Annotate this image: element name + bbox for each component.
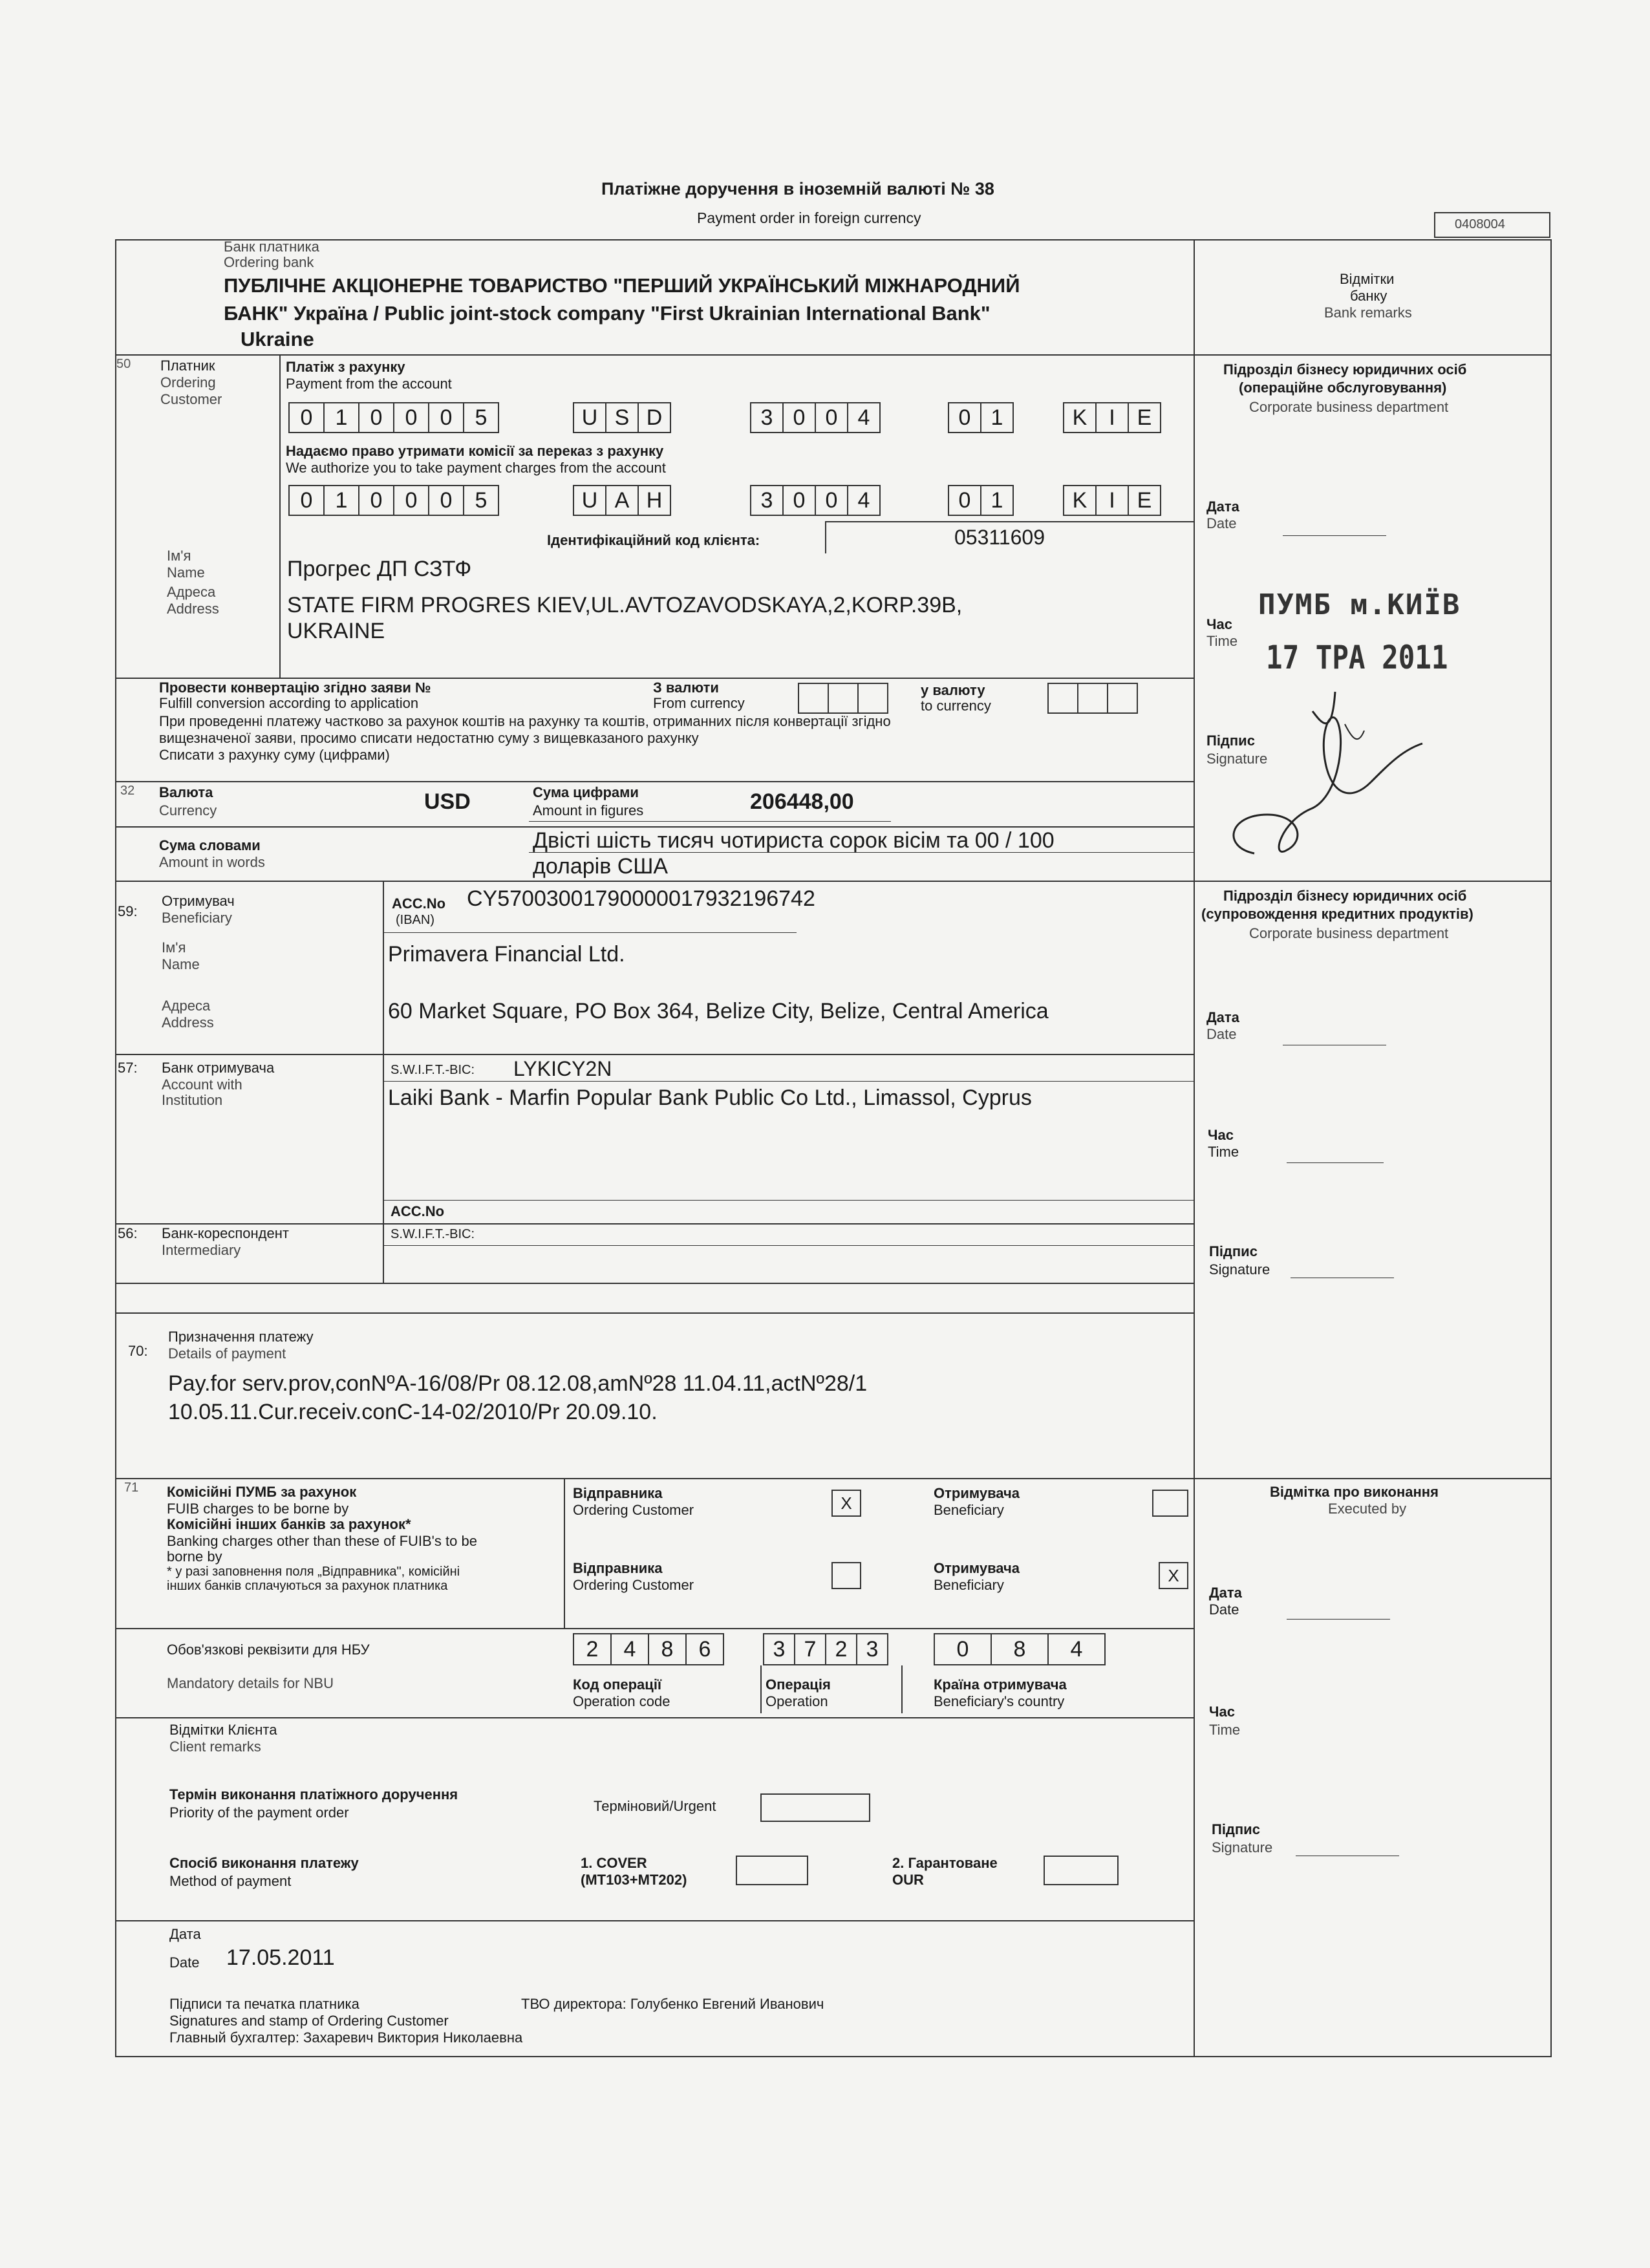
account1-currency — [573, 402, 671, 433]
client-id-divider — [825, 521, 826, 553]
form-code: 0408004 — [1455, 217, 1505, 231]
our-label-2: OUR — [892, 1872, 924, 1888]
op-code-digit: 8 — [649, 1634, 687, 1664]
intermediary-underline — [383, 1245, 1194, 1246]
op-code-en: Operation code — [573, 1693, 670, 1709]
client-remarks-ua: Відмітки Клієнта — [169, 1722, 277, 1738]
account1-char: U — [574, 403, 606, 432]
account2-digit: 0 — [816, 486, 848, 515]
dept1-date-line — [1283, 535, 1386, 536]
account1-digit: 1 — [325, 403, 359, 432]
other-sender-ua: Відправника — [573, 1560, 663, 1576]
account2-branch — [1063, 485, 1161, 516]
account2-digit: 0 — [394, 486, 429, 515]
other-charges-ua: Комісійні інших банків за рахунок* — [167, 1516, 411, 1532]
line-after-bank — [115, 354, 1552, 356]
account1-digit: 0 — [290, 403, 325, 432]
cover-checkbox[interactable] — [736, 1856, 808, 1885]
our-label-1: 2. Гарантоване — [892, 1855, 998, 1871]
conversion-note-2: вищезначеної заяви, просимо списати недостатню суму з вищевказаного рахунку — [159, 730, 699, 746]
country-cells — [934, 1633, 1106, 1665]
account1-group-3 — [948, 402, 1014, 433]
authorize-ua: Надаємо право утримати комісії за переказ з рахунку — [286, 443, 664, 459]
from-currency-cell[interactable] — [799, 684, 829, 712]
dept2-time-line — [1287, 1162, 1384, 1163]
nbu-divider-2 — [901, 1665, 903, 1713]
signoff-date-en: Date — [169, 1954, 200, 1971]
dept2-date-ua: Дата — [1206, 1009, 1239, 1025]
customer-address-1: STATE FIRM PROGRES KIEV,UL.AVTOZAVODSKAYA,2,KORP.39B, — [287, 593, 963, 617]
signatures-en: Signatures and stamp of Ordering Customer — [169, 2013, 449, 2029]
priority-ua: Термін виконання платіжного доручення — [169, 1786, 458, 1803]
to-currency-ua: у валюту — [921, 682, 985, 698]
currency-value: USD — [424, 789, 471, 814]
line-before-signoff — [115, 1920, 1194, 1921]
line-after-beneficiary — [115, 1054, 1194, 1055]
exec-time-ua: Час — [1209, 1704, 1235, 1720]
account1-digit: 0 — [359, 403, 394, 432]
fuib-charges-en: FUIB charges to be borne by — [167, 1501, 349, 1517]
account1-char: I — [1097, 403, 1129, 432]
bank-remarks-ua1: Відмітки — [1340, 271, 1395, 287]
ordering-bank-label-ua: Банк платника — [224, 239, 319, 255]
account1-digit: 5 — [475, 405, 488, 430]
dept1-time-en: Time — [1206, 633, 1238, 649]
cover-label-1: 1. COVER — [581, 1855, 647, 1871]
details-line-1: Pay.for serv.prov,conNºA-16/08/Pr 08.12.08,amNº28 11.04.11,actNº28/1 — [168, 1371, 868, 1396]
exec-sign-ua: Підпис — [1212, 1821, 1260, 1837]
other-sender-checkbox[interactable] — [831, 1562, 861, 1589]
details-label-en: Details of payment — [168, 1345, 286, 1362]
beneficiary-label-en: Beneficiary — [162, 910, 232, 926]
account1-digit: 0 — [429, 403, 464, 432]
fuib-sender-checkbox[interactable]: X — [831, 1490, 861, 1517]
frame-right — [1550, 239, 1552, 2057]
conversion-note-3: Списати з рахунку суму (цифрами) — [159, 747, 390, 763]
ordering-bank-name-2: БАНК" Україна / Public joint-stock company "First Ukrainian International Bank" — [224, 302, 991, 325]
bank-remarks-en: Bank remarks — [1324, 305, 1412, 321]
field-59-number: 59: — [118, 903, 138, 919]
fuib-receiver-en: Beneficiary — [934, 1502, 1004, 1518]
dept1-date-en: Date — [1206, 515, 1237, 531]
address-label-en: Address — [167, 601, 219, 617]
figures-value: 206448,00 — [750, 789, 854, 814]
account2-char: K — [1064, 486, 1097, 515]
charges-note-1: * у разі заповнення поля „Відправника", комісійні — [167, 1565, 460, 1579]
dept2-ua1: Підрозділ бізнесу юридичних осіб — [1223, 888, 1467, 904]
bene-bank-label-en2: Institution — [162, 1092, 223, 1108]
dept1-ua2: (операційне обслуговування) — [1239, 380, 1447, 396]
operation-en: Operation — [766, 1693, 828, 1709]
bene-bank-swift-label: S.W.I.F.T.-BIC: — [391, 1063, 475, 1077]
director-name: ТВО директора: Голубенко Евгений Иванович — [521, 1996, 824, 2012]
bank-stamp-line1: ПУМБ м.КИЇВ — [1258, 588, 1461, 621]
account1-group-1 — [288, 402, 499, 433]
payment-from-ua: Платіж з рахунку — [286, 359, 405, 375]
op-code-digit: 4 — [612, 1634, 649, 1664]
account2-digit: 0 — [429, 486, 464, 515]
exec-time-en: Time — [1209, 1722, 1241, 1738]
account2-digit: 0 — [290, 486, 325, 515]
customer-name: Прогрес ДП СЗТФ — [287, 557, 472, 581]
account2-digit: 0 — [359, 486, 394, 515]
dept2-date-en: Date — [1206, 1026, 1237, 1042]
account1-char: S — [606, 403, 639, 432]
method-en: Method of payment — [169, 1873, 292, 1889]
urgent-checkbox[interactable] — [760, 1793, 870, 1822]
other-receiver-checkbox[interactable]: X — [1159, 1562, 1188, 1589]
dept2-sign-ua: Підпис — [1209, 1243, 1258, 1259]
from-currency-cells[interactable] — [798, 683, 888, 714]
method-ua: Спосіб виконання платежу — [169, 1855, 359, 1871]
to-currency-cell[interactable] — [1078, 684, 1108, 712]
account1-digit: 3 — [751, 403, 784, 432]
account1-char: D — [646, 405, 663, 430]
account2-char: E — [1137, 487, 1152, 513]
intermediary-label-ua: Банк-кореспондент — [162, 1225, 289, 1241]
authorize-en: We authorize you to take payment charges from the account — [286, 460, 666, 476]
ordering-bank-name-3: Ukraine — [241, 328, 314, 350]
acc-no-label: ACC.No — [392, 895, 446, 912]
op-code-ua: Код операції — [573, 1676, 662, 1693]
charges-note-2: інших банків сплачуються за рахунок платника — [167, 1579, 448, 1593]
other-receiver-ua: Отримувача — [934, 1560, 1020, 1576]
beneficiary-label-ua: Отримувач — [162, 893, 235, 909]
payment-from-en: Payment from the account — [286, 376, 452, 392]
conversion-note-1: При проведенні платежу частково за рахунок коштів на рахунку та коштів, отриманних після конвертації згідно — [159, 713, 891, 729]
other-sender-en: Ordering Customer — [573, 1577, 694, 1593]
dept2-time-en: Time — [1208, 1144, 1239, 1160]
fuib-sender-en: Ordering Customer — [573, 1502, 694, 1518]
line-after-charges — [115, 1628, 1194, 1629]
line-after-customer — [115, 678, 1194, 679]
bene-bank-swift: LYKICY2N — [513, 1057, 612, 1080]
dept2-en: Corporate business department — [1249, 925, 1449, 941]
dept1-time-ua: Час — [1206, 616, 1232, 632]
account2-char: A — [606, 486, 639, 515]
line-after-intermediary — [115, 1283, 1194, 1284]
form-title: Платіжне доручення в іноземній валюті № 38 — [601, 179, 994, 198]
bene-bank-acc-label: ACC.No — [391, 1203, 445, 1219]
account1-char: K — [1064, 403, 1097, 432]
fuib-sender-ua: Відправника — [573, 1485, 663, 1501]
form-subtitle: Payment order in foreign currency — [697, 209, 921, 226]
fuib-charges-ua: Комісійні ПУМБ за рахунок — [167, 1484, 357, 1500]
from-currency-cell[interactable] — [859, 684, 887, 712]
account1-digit: 1 — [991, 405, 1003, 430]
dept1-en: Corporate business department — [1249, 399, 1449, 415]
exec-date-en: Date — [1209, 1601, 1239, 1618]
other-charges-en2: borne by — [167, 1548, 222, 1565]
account2-digit: 1 — [991, 487, 1003, 513]
signatures-ua: Підписи та печатка платника — [169, 1996, 359, 2012]
country-digit: 4 — [1070, 1636, 1083, 1662]
account2-char: I — [1097, 486, 1129, 515]
frame-top — [115, 239, 1552, 241]
customer-label-en2: Customer — [160, 391, 222, 407]
operation-digit: 7 — [795, 1634, 826, 1664]
line-after-conversion — [115, 781, 1194, 782]
account1-branch — [1063, 402, 1161, 433]
exec-date-line — [1287, 1619, 1390, 1620]
beneficiary-account: CY57003001790000017932196742 — [467, 886, 815, 911]
other-receiver-en: Beneficiary — [934, 1577, 1004, 1593]
client-id-label: Ідентифікаційний код клієнта: — [547, 532, 760, 548]
figures-underline — [529, 821, 891, 822]
bene-name-label-en: Name — [162, 956, 200, 972]
nbu-label-ua: Обов'язкові реквізити для НБУ — [167, 1642, 370, 1658]
line-after-nbu — [115, 1717, 1194, 1718]
cover-label-2: (MT103+MT202) — [581, 1872, 687, 1888]
accountant-name: Главный бухгалтер: Захаревич Виктория Николаевна — [169, 2029, 523, 2046]
customer-label-en1: Ordering — [160, 374, 216, 390]
line-after-details — [115, 1478, 1552, 1479]
frame-bottom — [115, 2056, 1552, 2057]
operation-digit: 2 — [826, 1634, 857, 1664]
account2-group-3 — [948, 485, 1014, 516]
op-code-cells — [573, 1633, 724, 1665]
line-after-bene-bank — [115, 1223, 1194, 1225]
iban-underline — [383, 932, 797, 933]
beneficiary-address: 60 Market Square, PO Box 364, Belize City, Belize, Central America — [388, 999, 1049, 1023]
bene-address-label-ua: Адреса — [162, 998, 211, 1014]
account2-currency — [573, 485, 671, 516]
figures-label-ua: Сума цифрами — [533, 784, 639, 800]
account1-group-2 — [750, 402, 881, 433]
words-label-en: Amount in words — [159, 854, 265, 870]
details-label-ua: Призначення платежу — [168, 1329, 314, 1345]
signoff-date-ua: Дата — [169, 1926, 201, 1942]
field-50-number: 50 — [116, 357, 131, 371]
operation-ua: Операція — [766, 1676, 831, 1693]
account1-digit: 4 — [857, 405, 870, 430]
country-digit: 0 — [935, 1634, 992, 1664]
divider-customer — [279, 354, 281, 678]
account2-digit: 0 — [949, 486, 981, 515]
field-70-number: 70: — [128, 1343, 148, 1359]
details-line-2: 10.05.11.Cur.receiv.conC-14-02/2010/Pr 20.09.10. — [168, 1400, 658, 1424]
swift-underline — [383, 1081, 1194, 1082]
op-code-digit: 2 — [574, 1634, 612, 1664]
our-checkbox[interactable] — [1044, 1856, 1119, 1885]
right-column-divider — [1194, 239, 1195, 2057]
bene-bank-name: Laiki Bank - Marfin Popular Bank Public Co Ltd., Limassol, Cyprus — [388, 1086, 1032, 1110]
exec-date-ua: Дата — [1209, 1585, 1242, 1601]
signature-scribble — [1209, 685, 1429, 873]
name-label-ua: Ім'я — [167, 548, 191, 564]
bene-name-label-ua: Ім'я — [162, 939, 186, 956]
field-32-number: 32 — [120, 784, 135, 798]
signoff-date-value: 17.05.2011 — [226, 1945, 335, 1970]
words-value-2: доларів США — [533, 854, 669, 879]
client-id-value: 05311609 — [954, 526, 1045, 549]
currency-label-en: Currency — [159, 802, 217, 818]
dept1-date-ua: Дата — [1206, 498, 1239, 515]
dept1-sign-ua: Підпис — [1206, 733, 1255, 749]
conversion-label-ua: Провести конвертацію згідно заяви № — [159, 679, 431, 696]
divider-charges — [564, 1478, 565, 1628]
account1-char: E — [1137, 405, 1152, 430]
operation-digit: 3 — [866, 1636, 879, 1662]
other-charges-en1: Banking charges other than these of FUIB's to be — [167, 1533, 477, 1549]
priority-en: Priority of the payment order — [169, 1804, 349, 1821]
account2-digit: 4 — [857, 487, 870, 513]
customer-address-2: UKRAINE — [287, 619, 385, 643]
dept2-sign-en: Signature — [1209, 1261, 1270, 1278]
client-id-topline — [825, 521, 1194, 522]
client-remarks-en: Client remarks — [169, 1738, 261, 1755]
account1-digit: 0 — [816, 403, 848, 432]
line-after-words — [115, 881, 1552, 882]
execution-title-ua: Відмітка про виконання — [1270, 1484, 1439, 1500]
line-after-currency — [115, 826, 1194, 828]
address-label-ua: Адреса — [167, 584, 216, 600]
from-currency-en: From currency — [653, 695, 745, 711]
bene-address-label-en: Address — [162, 1014, 214, 1031]
acc-no-topline — [383, 1200, 1194, 1201]
to-currency-cell[interactable] — [1049, 684, 1078, 712]
to-currency-en: to currency — [921, 698, 991, 714]
operation-cells — [763, 1633, 888, 1665]
bank-remarks-ua2: банку — [1350, 288, 1388, 304]
nbu-divider-1 — [760, 1665, 762, 1713]
account2-digit: 5 — [475, 487, 488, 513]
figures-label-en: Amount in figures — [533, 802, 644, 818]
bene-bank-label-en1: Account with — [162, 1076, 242, 1093]
to-currency-cells[interactable] — [1047, 683, 1138, 714]
line-before-details — [115, 1312, 1194, 1314]
account2-group-2 — [750, 485, 881, 516]
account2-char: H — [646, 487, 663, 513]
urgent-label: Терміновий/Urgent — [594, 1798, 716, 1814]
beneficiary-name: Primavera Financial Ltd. — [388, 942, 625, 967]
op-code-digit: 6 — [698, 1636, 711, 1662]
ordering-bank-label-en: Ordering bank — [224, 254, 314, 270]
conversion-label-en: Fulfill conversion according to application — [159, 695, 419, 711]
account1-digit: 0 — [394, 403, 429, 432]
nbu-label-en: Mandatory details for NBU — [167, 1675, 334, 1691]
account1-digit: 0 — [784, 403, 816, 432]
intermediary-label-en: Intermediary — [162, 1242, 241, 1258]
customer-label-ua: Платник — [160, 358, 215, 374]
account2-group-1 — [288, 485, 499, 516]
account2-digit: 1 — [325, 486, 359, 515]
account1-digit: 0 — [949, 403, 981, 432]
name-label-en: Name — [167, 564, 205, 581]
from-currency-ua: З валюти — [653, 679, 719, 696]
words-value-1: Двісті шість тисяч чотириста сорок вісім та 00 / 100 — [533, 828, 1055, 853]
field-56-number: 56: — [118, 1225, 138, 1241]
from-currency-cell[interactable] — [829, 684, 859, 712]
words-midline — [529, 852, 1194, 853]
frame-left — [115, 239, 116, 2057]
execution-title-en: Executed by — [1328, 1501, 1407, 1517]
field-71-number: 71 — [124, 1481, 139, 1495]
dept1-sign-en: Signature — [1206, 751, 1268, 767]
words-label-ua: Сума словами — [159, 837, 261, 853]
exec-sign-en: Signature — [1212, 1839, 1273, 1856]
bank-stamp-date: 17 ТРА 2011 — [1266, 639, 1448, 676]
field-57-number: 57: — [118, 1060, 138, 1076]
form-code-box — [1434, 212, 1550, 238]
account2-digit: 0 — [784, 486, 816, 515]
dept2-ua2: (супровождення кредитних продуктів) — [1201, 906, 1473, 922]
operation-digit: 3 — [764, 1634, 795, 1664]
fuib-receiver-checkbox[interactable] — [1152, 1490, 1188, 1517]
to-currency-cell[interactable] — [1108, 684, 1137, 712]
account2-char: U — [574, 486, 606, 515]
currency-label-ua: Валюта — [159, 784, 213, 800]
country-ua: Країна отримувача — [934, 1676, 1067, 1693]
iban-label: (IBAN) — [396, 913, 434, 927]
dept1-ua1: Підрозділ бізнесу юридичних осіб — [1223, 361, 1467, 378]
intermediary-swift-label: S.W.I.F.T.-BIC: — [391, 1227, 475, 1241]
bene-bank-label-ua: Банк отримувача — [162, 1060, 275, 1076]
divider-beneficiary — [383, 881, 384, 1283]
fuib-receiver-ua: Отримувача — [934, 1485, 1020, 1501]
country-digit: 8 — [992, 1634, 1049, 1664]
account2-digit: 3 — [751, 486, 784, 515]
ordering-bank-name-1: ПУБЛІЧНЕ АКЦІОНЕРНЕ ТОВАРИСТВО "ПЕРШИЙ УКРАЇНСЬКИЙ МІЖНАРОДНИЙ — [224, 274, 1020, 297]
dept2-time-ua: Час — [1208, 1127, 1234, 1143]
country-en: Beneficiary's country — [934, 1693, 1065, 1709]
